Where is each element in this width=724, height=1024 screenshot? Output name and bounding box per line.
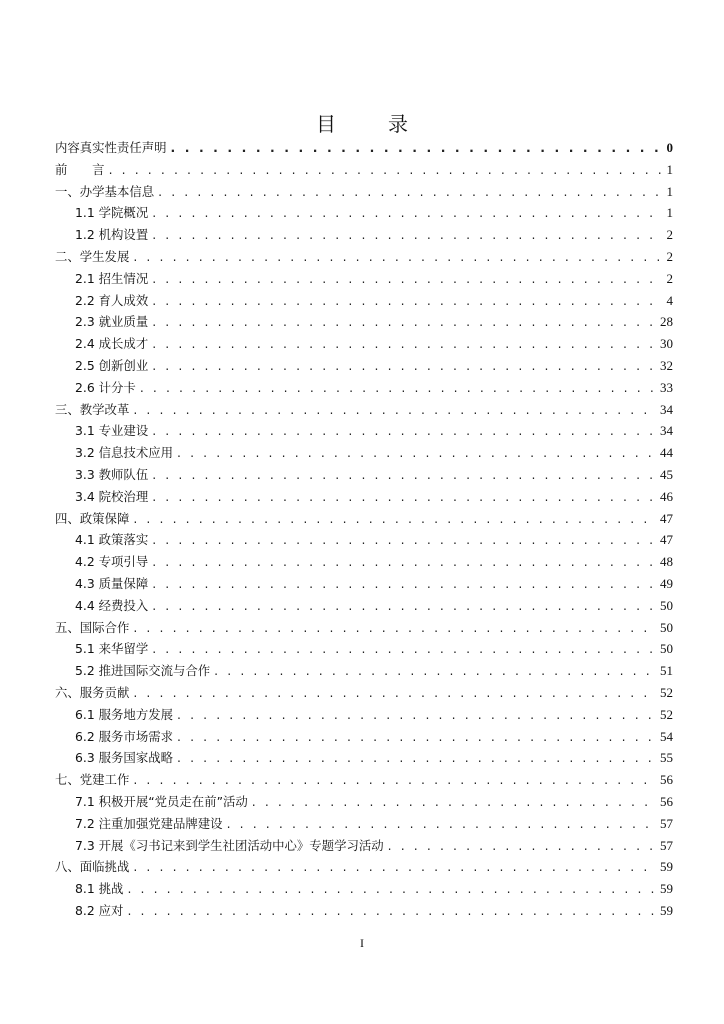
toc-entry-page: 50 (660, 597, 673, 613)
toc-entry-label: 6.3 服务国家战略 (75, 750, 173, 766)
toc-entry-label: 7.1 积极开展“党员走在前”活动 (75, 793, 248, 809)
toc-entry[interactable] (55, 857, 673, 879)
dot-leader (152, 271, 662, 286)
dot-leader (171, 140, 663, 155)
toc-entry-label: 6.2 服务市场需求 (75, 728, 173, 744)
table-of-contents (55, 138, 673, 923)
toc-entry[interactable] (55, 639, 673, 661)
toc-entry[interactable] (55, 727, 673, 749)
dot-leader (133, 511, 656, 526)
toc-entry-page: 30 (660, 336, 673, 352)
toc-entry[interactable] (55, 879, 673, 901)
toc-entry-label: 2.5 创新创业 (75, 357, 149, 373)
dot-leader (158, 184, 662, 199)
toc-entry[interactable] (55, 400, 673, 422)
toc-entry-label: 4.3 质量保障 (75, 575, 149, 591)
toc-entry[interactable] (55, 618, 673, 640)
toc-entry-label: 3.3 教师队伍 (75, 466, 149, 482)
toc-entry-label: 八、面临挑战 (55, 859, 130, 875)
toc-entry-page: 34 (660, 423, 673, 439)
toc-entry-page: 57 (660, 837, 673, 853)
toc-entry[interactable] (55, 574, 673, 596)
dot-leader (140, 380, 656, 395)
toc-entry-label: 二、学生发展 (55, 248, 130, 264)
dot-leader (177, 445, 656, 460)
toc-entry-label: 4.4 经费投入 (75, 597, 149, 613)
dot-leader (133, 772, 656, 787)
toc-entry[interactable] (55, 901, 673, 923)
toc-entry-page: 55 (660, 750, 673, 766)
toc-entry-page: 50 (660, 619, 673, 635)
toc-entry-page: 54 (660, 728, 673, 744)
toc-entry[interactable] (55, 160, 673, 182)
toc-entry[interactable] (55, 814, 673, 836)
dot-leader (177, 729, 656, 744)
toc-entry-label: 5.2 推进国际交流与合作 (75, 663, 211, 679)
toc-entry-label: 2.4 成长成才 (75, 336, 149, 352)
dot-leader (152, 293, 662, 308)
dot-leader (152, 205, 662, 220)
toc-entry[interactable] (55, 596, 673, 618)
toc-entry-page: 32 (660, 357, 673, 373)
dot-leader (152, 489, 656, 504)
dot-leader (152, 576, 656, 591)
toc-entry-label: 六、服务贡献 (55, 684, 130, 700)
toc-entry-page: 33 (660, 379, 673, 395)
toc-entry-label: 三、教学改革 (55, 401, 130, 417)
toc-entry-page: 28 (660, 314, 673, 330)
toc-entry[interactable] (55, 138, 673, 160)
dot-leader (152, 554, 656, 569)
toc-entry-page: 51 (660, 663, 673, 679)
dot-leader (152, 336, 656, 351)
dot-leader (152, 641, 656, 656)
dot-leader (152, 358, 656, 373)
toc-entry-page: 49 (660, 575, 673, 591)
dot-leader (133, 249, 662, 264)
toc-entry[interactable] (55, 334, 673, 356)
toc-entry[interactable] (55, 465, 673, 487)
toc-entry-label: 4.2 专项引导 (75, 554, 149, 570)
toc-entry[interactable] (55, 312, 673, 334)
toc-entry-page: 1 (666, 183, 673, 199)
dot-leader (133, 620, 656, 635)
dot-leader (133, 859, 656, 874)
toc-entry[interactable] (55, 487, 673, 509)
toc-entry-label: 四、政策保障 (55, 510, 130, 526)
toc-entry-page: 59 (660, 859, 673, 875)
toc-entry-page: 4 (666, 292, 673, 308)
toc-entry[interactable] (55, 378, 673, 400)
toc-entry[interactable] (55, 792, 673, 814)
toc-entry-page: 2 (666, 270, 673, 286)
dot-leader (152, 227, 662, 242)
toc-entry-page: 56 (660, 772, 673, 788)
toc-entry[interactable] (55, 269, 673, 291)
toc-entry-label: 7.3 开展《习书记来到学生社团活动中心》专题学习活动 (75, 837, 384, 853)
toc-entry-page: 50 (660, 641, 673, 657)
dot-leader (133, 685, 656, 700)
toc-entry[interactable] (55, 509, 673, 531)
toc-entry[interactable] (55, 748, 673, 770)
toc-entry-label: 8.1 挑战 (75, 881, 124, 897)
toc-entry[interactable] (55, 530, 673, 552)
toc-entry[interactable] (55, 225, 673, 247)
toc-entry-label: 7.2 注重加强党建品牌建设 (75, 815, 223, 831)
toc-entry-page: 52 (660, 706, 673, 722)
toc-entry-label: 内容真实性责任声明 (55, 140, 167, 155)
dot-leader (152, 423, 656, 438)
dot-leader (177, 750, 656, 765)
toc-entry[interactable] (55, 291, 673, 313)
toc-entry-label: 2.2 育人成效 (75, 292, 149, 308)
dot-leader (127, 881, 656, 896)
toc-entry-page: 45 (660, 466, 673, 482)
toc-entry[interactable] (55, 836, 673, 858)
toc-entry-page: 47 (660, 532, 673, 548)
toc-entry-page: 0 (666, 140, 673, 155)
toc-entry-label: 五、国际合作 (55, 619, 130, 635)
toc-entry[interactable] (55, 705, 673, 727)
toc-entry-label: 2.1 招生情况 (75, 270, 149, 286)
toc-entry-page: 52 (660, 684, 673, 700)
toc-entry-page: 57 (660, 815, 673, 831)
toc-entry-page: 59 (660, 881, 673, 897)
toc-title: 目 录 (316, 112, 424, 136)
toc-entry-page: 46 (660, 488, 673, 504)
toc-entry-page: 34 (660, 401, 673, 417)
toc-entry-label: 3.2 信息技术应用 (75, 445, 173, 461)
dot-leader (127, 903, 656, 918)
toc-entry-page: 59 (660, 902, 673, 918)
toc-entry[interactable] (55, 203, 673, 225)
dot-leader (152, 467, 656, 482)
toc-entry[interactable] (55, 247, 673, 269)
toc-entry[interactable] (55, 770, 673, 792)
toc-entry-label: 前 言 (55, 161, 105, 177)
dot-leader (214, 663, 656, 678)
dot-leader (252, 794, 656, 809)
toc-entry-label: 1.1 学院概况 (75, 205, 149, 221)
toc-entry-label: 1.2 机构设置 (75, 227, 149, 243)
toc-entry-page: 48 (660, 554, 673, 570)
toc-entry-label: 8.2 应对 (75, 902, 124, 918)
toc-entry-label: 七、党建工作 (55, 772, 130, 788)
dot-leader (152, 314, 656, 329)
toc-entry-label: 6.1 服务地方发展 (75, 706, 173, 722)
toc-entry[interactable] (55, 661, 673, 683)
dot-leader (227, 816, 656, 831)
dot-leader (177, 707, 656, 722)
dot-leader (152, 598, 656, 613)
toc-entry[interactable] (55, 356, 673, 378)
dot-leader (109, 162, 663, 177)
page-number: I (360, 936, 364, 950)
dot-leader (133, 402, 656, 417)
toc-entry-label: 2.3 就业质量 (75, 314, 149, 330)
dot-leader (388, 838, 656, 853)
toc-entry-page: 2 (666, 248, 673, 264)
toc-entry[interactable] (55, 421, 673, 443)
toc-entry-page: 56 (660, 793, 673, 809)
toc-entry-page: 2 (666, 227, 673, 243)
toc-entry[interactable] (55, 443, 673, 465)
toc-entry[interactable] (55, 683, 673, 705)
toc-entry-label: 5.1 来华留学 (75, 641, 149, 657)
toc-entry-page: 1 (666, 161, 673, 177)
toc-entry-label: 一、办学基本信息 (55, 183, 155, 199)
toc-entry-page: 1 (666, 205, 673, 221)
toc-entry-label: 3.1 专业建设 (75, 423, 149, 439)
toc-entry[interactable] (55, 182, 673, 204)
toc-entry-label: 2.6 计分卡 (75, 379, 136, 395)
toc-entry-page: 44 (660, 445, 673, 461)
toc-entry-page: 47 (660, 510, 673, 526)
toc-entry-label: 3.4 院校治理 (75, 488, 149, 504)
toc-entry[interactable] (55, 552, 673, 574)
dot-leader (152, 532, 656, 547)
toc-entry-label: 4.1 政策落实 (75, 532, 149, 548)
